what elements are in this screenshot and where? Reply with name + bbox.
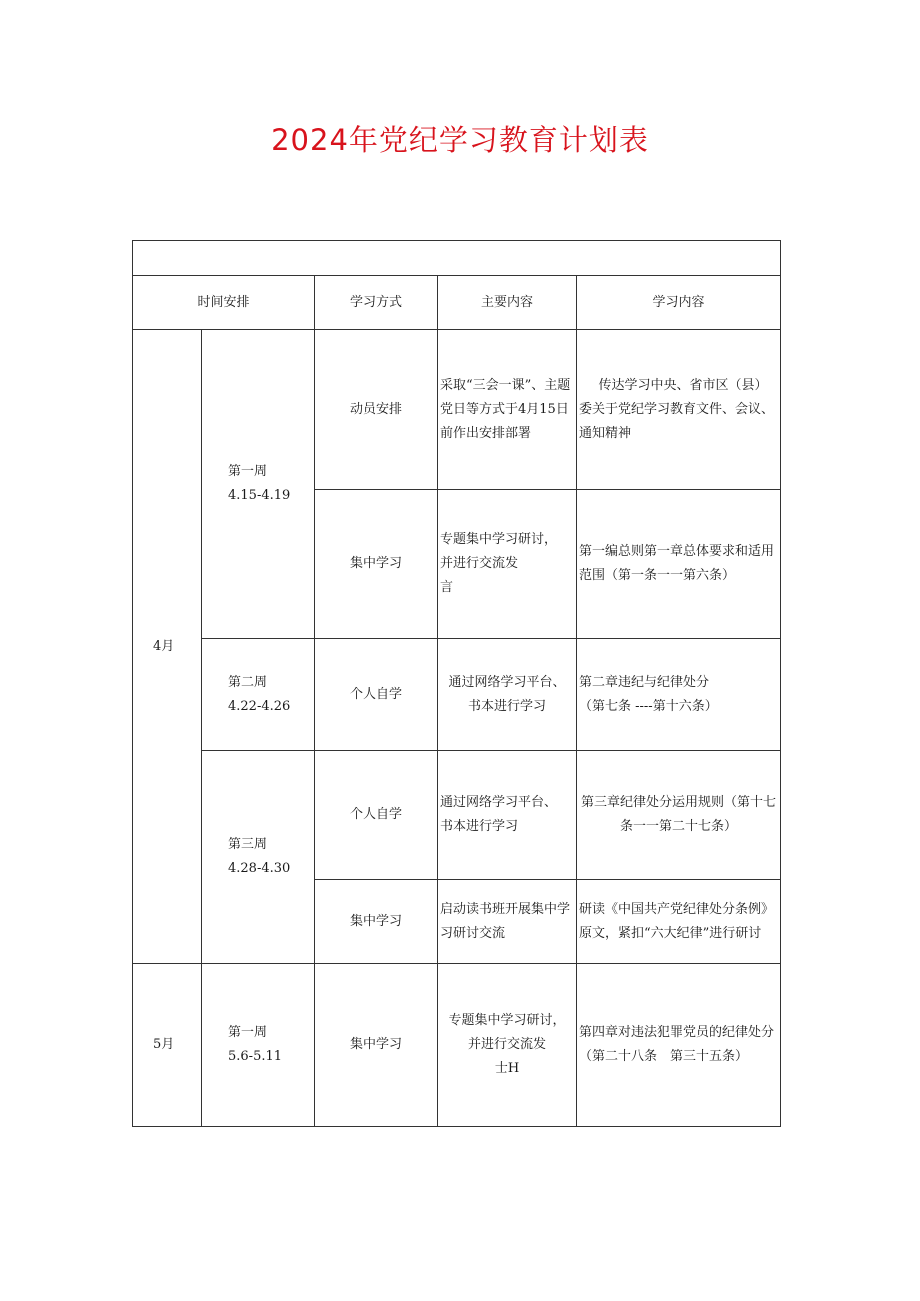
main-content-cell: 启动读书班开展集中学习研讨交流 <box>438 880 577 964</box>
table-caption-row <box>133 241 781 276</box>
main-content-cell: 采取“三会一课”、主题党日等方式于4月15日前作出安排部署 <box>438 330 577 490</box>
study-content-cell: 研读《中国共产党纪律处分条例》原文，紧扣“六大纪律”进行研讨 <box>577 880 781 964</box>
table-row <box>133 639 781 751</box>
main-content-cell: 通过网络学习平台、 书本进行学习 <box>438 639 577 751</box>
method-cell: 集中学习 <box>315 964 438 1127</box>
method-cell: 个人自学 <box>315 639 438 751</box>
study-plan-table <box>132 240 781 1127</box>
study-content-cell: 第四章对违法犯罪党员的纪律处分（第二十八条 第三十五条） <box>577 964 781 1127</box>
table-row <box>133 751 781 880</box>
month-cell-may: 5月 <box>133 964 202 1127</box>
header-schedule: 时间安排 <box>133 276 315 330</box>
main-content-cell: 专题集中学习研讨， 并进行交流发 士H <box>438 964 577 1127</box>
table-row <box>133 964 781 1127</box>
header-study-content: 学习内容 <box>577 276 781 330</box>
study-content-cell: 第一编总则第一章总体要求和适用范围（第一条一一第六条） <box>577 490 781 639</box>
week-cell: 第一周 5.6-5.11 <box>202 964 315 1127</box>
main-content-cell: 通过网络学习平台、 书本进行学习 <box>438 751 577 880</box>
page-title: 2024年党纪学习教育计划表 <box>271 123 649 157</box>
study-content-cell: 传达学习中央、省市区（县）委关于党纪学习教育文件、会议、通知精神 <box>577 330 781 490</box>
main-content-cell: 专题集中学习研讨， 并进行交流发 言 <box>438 490 577 639</box>
table-header-row <box>133 276 781 330</box>
week-cell: 第一周 4.15-4.19 <box>202 330 315 639</box>
week-cell: 第三周 4.28-4.30 <box>202 751 315 964</box>
month-cell-april: 4月 <box>133 330 202 964</box>
method-cell: 动员安排 <box>315 330 438 490</box>
week-cell: 第二周 4.22-4.26 <box>202 639 315 751</box>
study-content-cell: 第三章纪律处分运用规则（第十七条一一第二十七条） <box>577 751 781 880</box>
blank-header-cell <box>133 241 781 276</box>
method-cell: 个人自学 <box>315 751 438 880</box>
table-row <box>133 330 781 490</box>
header-method: 学习方式 <box>315 276 438 330</box>
method-cell: 集中学习 <box>315 490 438 639</box>
header-main-content: 主要内容 <box>438 276 577 330</box>
method-cell: 集中学习 <box>315 880 438 964</box>
study-content-cell: 第二章违纪与纪律处分 （第七条 ----第十六条） <box>577 639 781 751</box>
